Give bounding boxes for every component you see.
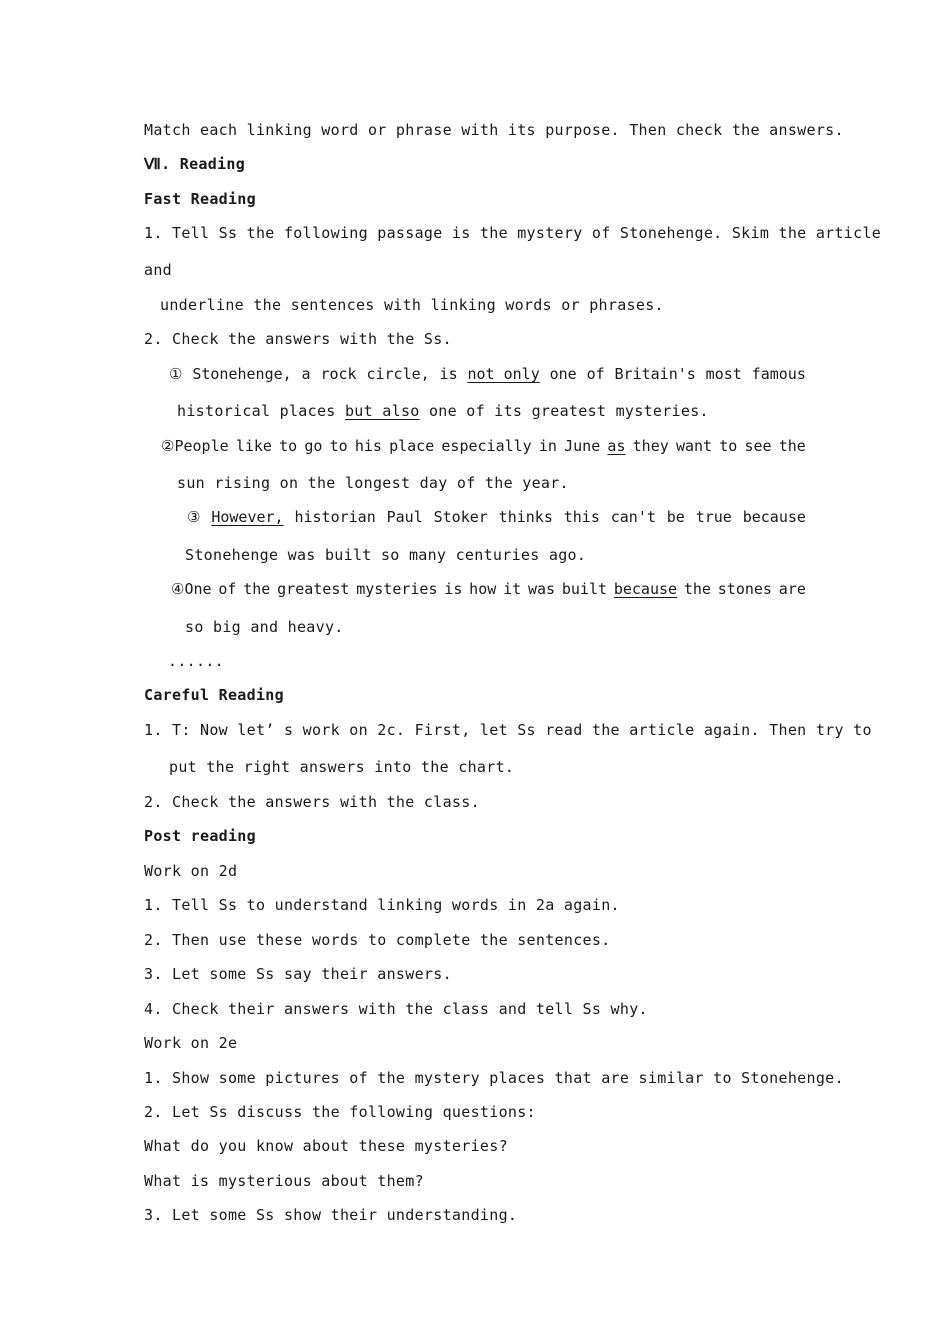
example-2-line2: sun rising on the longest day of the year. [177, 474, 569, 492]
fast-step1-line3: underline the sentences with linking words or phrases. [160, 296, 664, 314]
example-1-line1: ① Stonehenge, a rock circle, is not only one of Britain's most famous [169, 365, 806, 383]
work-2d-step: 3. Let some Ss say their answers. [144, 965, 452, 983]
work-2d-title: Work on 2d [144, 862, 238, 880]
fast-step2: 2. Check the answers with the Ss. [144, 330, 452, 348]
work-2e-title: Work on 2e [144, 1034, 238, 1052]
ellipsis: ...... [168, 652, 224, 670]
example-1-line2: historical places but also one of its greatest mysteries. [177, 402, 709, 420]
work-2d-step: 4. Check their answers with the class and tell Ss why. [144, 1000, 648, 1018]
work-2d-step: 2. Then use these words to complete the sentences. [144, 931, 611, 949]
post-reading-heading: Post reading [144, 827, 256, 845]
work-2e-step3: 3. Let some Ss show their understanding. [144, 1206, 518, 1224]
careful-step1-line1: 1. T: Now let’ s work on 2c. First, let Ss read the article again. Then try to [144, 721, 872, 739]
intro-line: Match each linking word or phrase with its purpose. Then check the answers. [144, 121, 844, 139]
example-4-line1: ④One of the greatest mysteries is how it was built because the stones are [171, 580, 806, 598]
example-4-line2: so big and heavy. [185, 618, 344, 636]
example-2-line1: ②People like to go to his place especially in June as they want to see the [161, 437, 806, 455]
section-title: Ⅶ. Reading [144, 155, 246, 173]
fast-reading-heading: Fast Reading [144, 190, 256, 208]
careful-step1-line2: put the right answers into the chart. [169, 758, 515, 776]
question-1: What do you know about these mysteries? [144, 1137, 508, 1155]
work-2e-step2: 2. Let Ss discuss the following questions: [144, 1103, 536, 1121]
example-3-line1: ③ However, historian Paul Stoker thinks this can't be true because [187, 508, 806, 526]
work-2e-step1: 1. Show some pictures of the mystery places that are similar to Stonehenge. [144, 1069, 844, 1087]
example-3-line2: Stonehenge was built so many centuries ago. [185, 546, 587, 564]
careful-reading-heading: Careful Reading [144, 686, 284, 704]
work-2d-step: 1. Tell Ss to understand linking words in 2a again. [144, 896, 620, 914]
fast-step1-line1: 1. Tell Ss the following passage is the mystery of Stonehenge. Skim the article [144, 224, 882, 242]
fast-step1-line2: and [144, 261, 172, 279]
question-2: What is mysterious about them? [144, 1172, 424, 1190]
careful-step2: 2. Check the answers with the class. [144, 793, 480, 811]
